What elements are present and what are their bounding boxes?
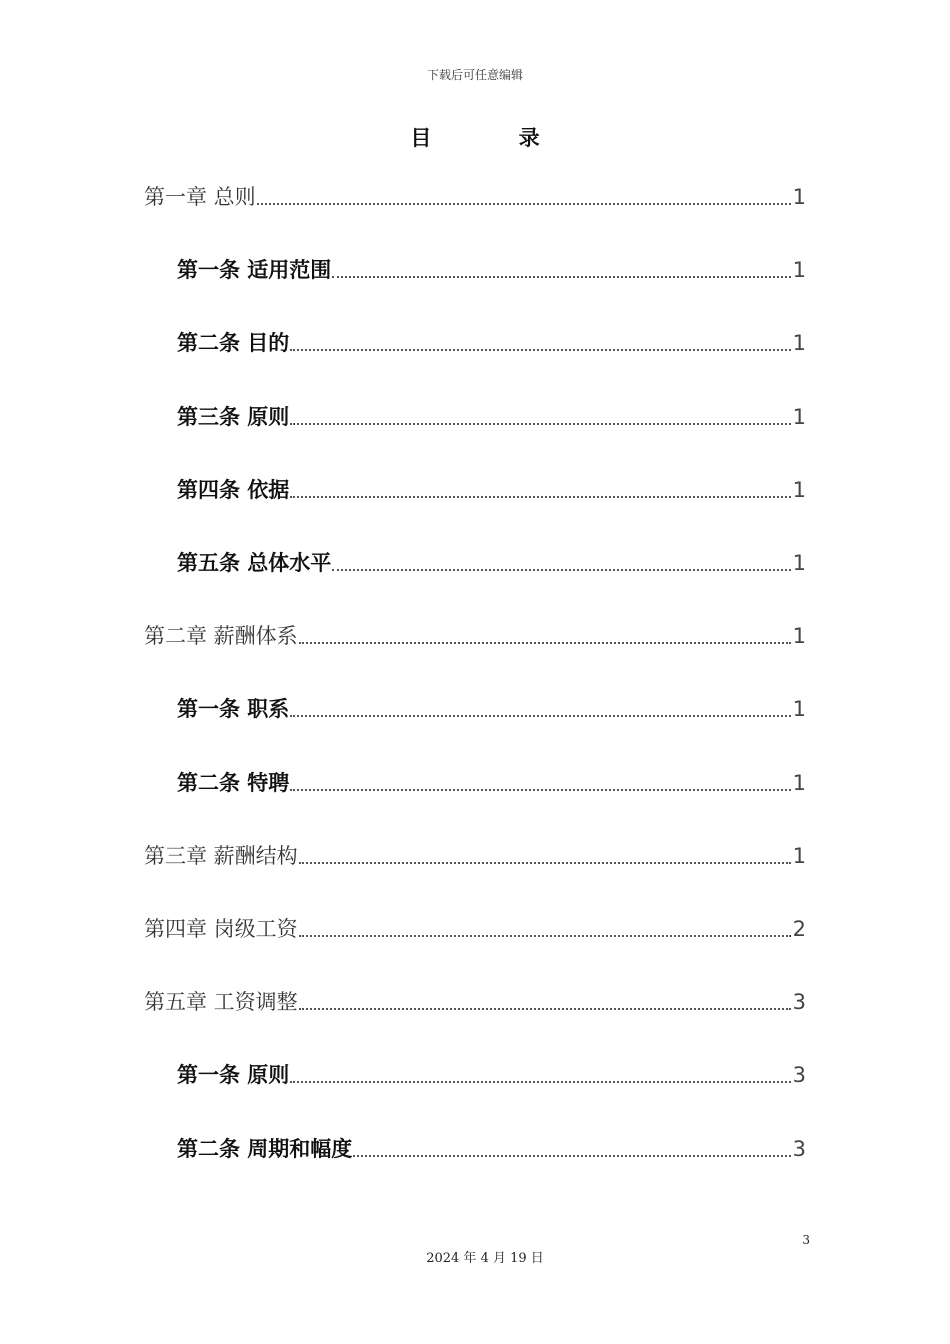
dot-leader — [332, 561, 790, 571]
toc-entry-page-number: 1 — [792, 331, 806, 356]
dot-leader — [290, 341, 790, 351]
toc-entry-label: 第五章 工资调整 — [144, 990, 298, 1015]
toc-entry-label: 第五条 总体水平 — [177, 551, 332, 575]
toc-entry-page-number: 1 — [792, 697, 806, 722]
toc-article-entry[interactable] — [144, 243, 806, 283]
toc-article-entry[interactable] — [144, 390, 806, 430]
toc-article-entry[interactable] — [144, 536, 806, 576]
toc-article-entry[interactable] — [144, 463, 806, 503]
toc-entry-page-number: 1 — [792, 770, 806, 795]
dot-leader — [257, 195, 791, 205]
toc-entry-label: 第一条 职系 — [177, 697, 290, 722]
toc-entry-label: 第二条 周期和幅度 — [177, 1136, 353, 1161]
header-note: 下载后可任意编辑 — [426, 68, 523, 82]
page-number: 3 — [802, 1233, 810, 1247]
toc-entry-label: 第三章 薪酬结构 — [144, 843, 298, 868]
toc-entry-page-number: 3 — [792, 990, 806, 1015]
toc-entry-page-number: 1 — [792, 624, 806, 649]
dot-leader — [332, 268, 790, 278]
toc-article-entry[interactable] — [144, 756, 806, 796]
toc-chapter-entry[interactable] — [144, 829, 806, 869]
dot-leader — [290, 415, 790, 425]
toc-entry-label: 第一条 适用范围 — [177, 258, 332, 283]
toc-entry-page-number: 1 — [792, 843, 806, 868]
toc-entry-page-number: 3 — [792, 1063, 806, 1088]
toc-article-entry[interactable] — [144, 1122, 806, 1162]
toc-entry-page-number: 3 — [792, 1136, 806, 1161]
toc-entry-label: 第四条 依据 — [177, 477, 290, 502]
toc-entry-page-number: 1 — [792, 258, 806, 283]
toc-chapter-entry[interactable] — [144, 609, 806, 649]
dot-leader — [299, 1000, 791, 1010]
dot-leader — [299, 854, 791, 864]
toc-entry-label: 第三条 原则 — [177, 404, 290, 429]
toc-entry-label: 第一条 原则 — [177, 1063, 290, 1088]
toc-entry-page-number: 1 — [792, 477, 806, 502]
toc-entry-page-number: 1 — [792, 404, 806, 429]
dot-leader — [353, 1147, 790, 1157]
toc-article-entry[interactable] — [144, 682, 806, 722]
toc-chapter-entry[interactable] — [144, 902, 806, 942]
toc-article-entry[interactable] — [144, 1048, 806, 1088]
toc-entry-label: 第二条 目的 — [177, 331, 290, 356]
dot-leader — [290, 1073, 790, 1083]
toc-entry-page-number: 1 — [792, 551, 806, 575]
toc-chapter-entry[interactable] — [144, 975, 806, 1015]
dot-leader — [299, 634, 791, 644]
dot-leader — [290, 488, 790, 498]
toc-entry-label: 第二章 薪酬体系 — [144, 624, 298, 649]
dot-leader — [290, 707, 790, 717]
toc-entry-page-number: 1 — [792, 185, 806, 209]
toc-entry-label: 第一章 总则 — [144, 185, 256, 209]
toc-article-entry[interactable] — [144, 316, 806, 356]
toc-title: 目 录 — [410, 126, 580, 150]
toc-chapter-entry[interactable] — [144, 170, 806, 210]
toc-entry-page-number: 2 — [792, 917, 806, 941]
dot-leader — [290, 781, 790, 791]
footer-date: 2024 年 4 月 19 日 — [426, 1251, 544, 1266]
toc-entry-label: 第二条 特聘 — [177, 770, 290, 795]
toc-entry-label: 第四章 岗级工资 — [144, 917, 298, 941]
dot-leader — [299, 927, 791, 937]
